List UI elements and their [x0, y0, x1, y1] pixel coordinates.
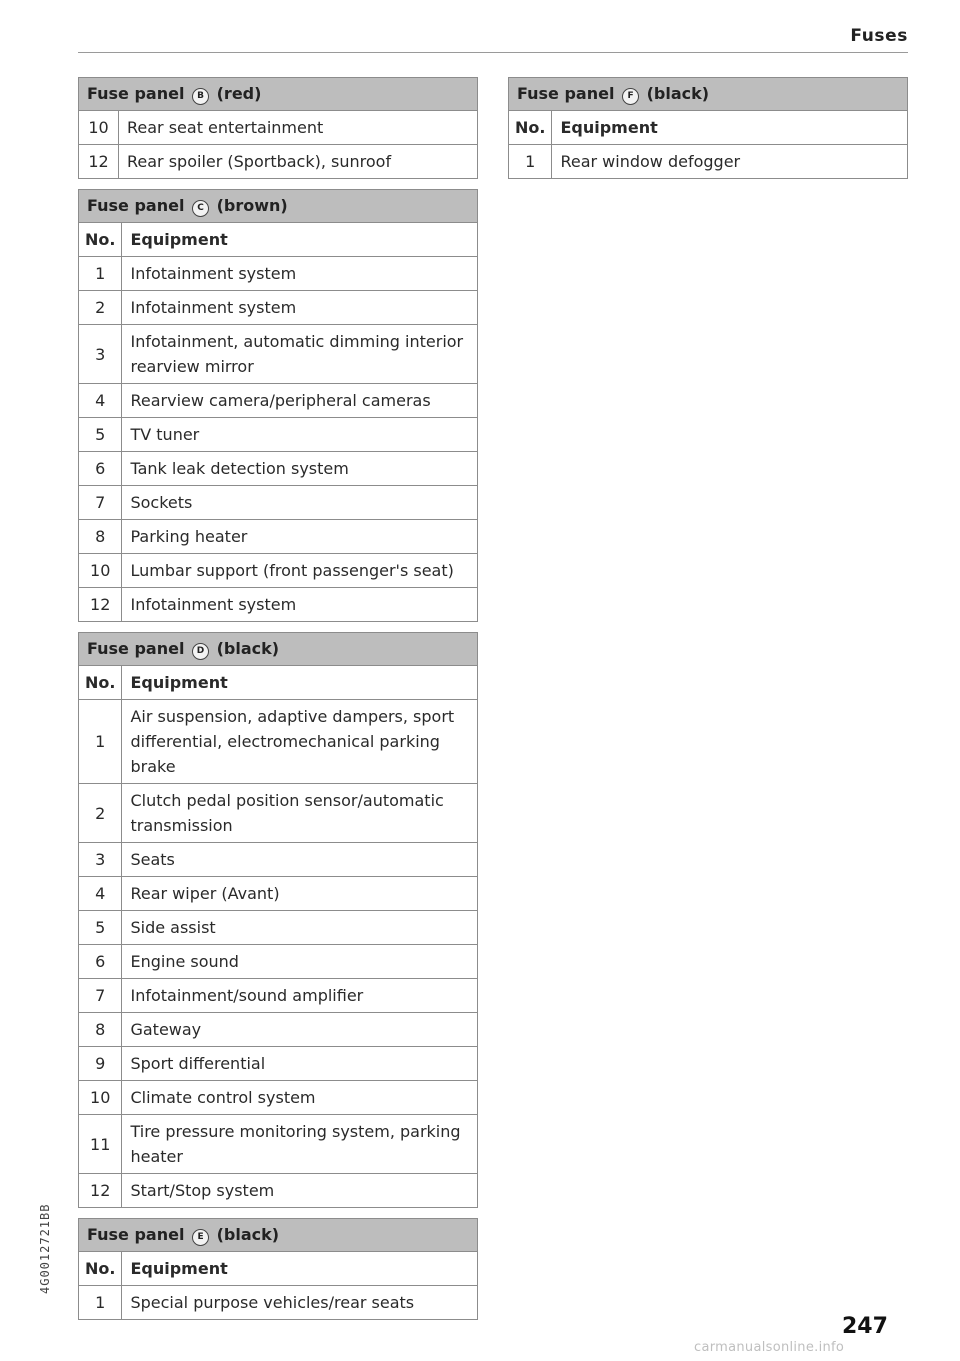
table-row [79, 911, 478, 945]
panel-color: (black) [216, 1224, 280, 1244]
table-row [79, 1286, 478, 1320]
watermark: carmanualsonline.info [694, 1340, 845, 1355]
fuse-number: 8 [79, 520, 122, 554]
table-row [79, 1047, 478, 1081]
section-title: Fuses [850, 26, 908, 46]
fuse-number: 5 [79, 418, 122, 452]
fuse-equipment: Sockets [122, 486, 478, 520]
fuse-equipment: Infotainment/sound amplifier [122, 979, 478, 1013]
table-row [79, 588, 478, 622]
table-row [79, 291, 478, 325]
fuse-equipment: Infotainment, automatic dimming interior rearview mirror [122, 325, 478, 384]
table-row [79, 418, 478, 452]
fuse-equipment: Engine sound [122, 945, 478, 979]
fuse-equipment: Rear wiper (Avant) [122, 877, 478, 911]
document-code: 4G0012721BB [38, 1203, 52, 1294]
fuse-equipment: Tire pressure monitoring system, parking heater [122, 1115, 478, 1174]
panel-letter-badge: E [192, 1229, 209, 1246]
col-no-header: No. [79, 1252, 122, 1286]
right-column [508, 77, 908, 189]
fuse-number: 10 [79, 554, 122, 588]
col-no-header: No. [79, 223, 122, 257]
panel-letter-badge: F [622, 88, 639, 105]
table-row [79, 111, 478, 145]
fuse-table-c [78, 189, 478, 622]
table-row [79, 700, 478, 784]
column-header-row [79, 666, 478, 700]
table-row [509, 145, 908, 179]
header-rule [78, 52, 908, 53]
panel-letter-badge: D [192, 643, 209, 660]
page-number: 247 [842, 1314, 888, 1339]
fuse-table-d [78, 632, 478, 1208]
fuse-equipment: Rear window defogger [552, 145, 908, 179]
table-row [79, 784, 478, 843]
panel-title: Fuse panel [517, 83, 615, 103]
col-equipment-header: Equipment [122, 1252, 478, 1286]
table-row [79, 979, 478, 1013]
fuse-number: 12 [79, 145, 119, 179]
panel-header-c [79, 190, 478, 223]
fuse-number: 10 [79, 1081, 122, 1115]
fuse-table-b [78, 77, 478, 179]
column-header-row [79, 1252, 478, 1286]
fuse-equipment: TV tuner [122, 418, 478, 452]
fuse-number: 1 [79, 1286, 122, 1320]
table-row [79, 452, 478, 486]
fuse-number: 1 [509, 145, 552, 179]
fuse-equipment: Start/Stop system [122, 1174, 478, 1208]
table-row [79, 1081, 478, 1115]
panel-title: Fuse panel [87, 1224, 185, 1244]
fuse-number: 10 [79, 111, 119, 145]
table-row [79, 877, 478, 911]
panel-title: Fuse panel [87, 638, 185, 658]
fuse-number: 11 [79, 1115, 122, 1174]
fuse-number: 6 [79, 945, 122, 979]
column-header-row [79, 223, 478, 257]
panel-color: (black) [646, 83, 710, 103]
fuse-number: 7 [79, 486, 122, 520]
col-equipment-header: Equipment [552, 111, 908, 145]
fuse-table-f [508, 77, 908, 179]
fuse-equipment: Infotainment system [122, 257, 478, 291]
panel-title: Fuse panel [87, 195, 185, 215]
col-equipment-header: Equipment [122, 666, 478, 700]
table-row [79, 384, 478, 418]
panel-letter-badge: B [192, 88, 209, 105]
table-row [79, 945, 478, 979]
fuse-equipment: Seats [122, 843, 478, 877]
panel-letter-badge: C [192, 200, 209, 217]
fuse-equipment: Gateway [122, 1013, 478, 1047]
fuse-equipment: Climate control system [122, 1081, 478, 1115]
col-equipment-header: Equipment [122, 223, 478, 257]
fuse-number: 3 [79, 843, 122, 877]
fuse-equipment: Rearview camera/peripheral cameras [122, 384, 478, 418]
fuse-number: 12 [79, 1174, 122, 1208]
fuse-number: 3 [79, 325, 122, 384]
panel-title: Fuse panel [87, 83, 185, 103]
fuse-number: 6 [79, 452, 122, 486]
table-row [79, 325, 478, 384]
panel-color: (red) [216, 83, 262, 103]
table-row [79, 1174, 478, 1208]
table-row [79, 257, 478, 291]
fuse-number: 4 [79, 877, 122, 911]
panel-color: (black) [216, 638, 280, 658]
panel-color: (brown) [216, 195, 288, 215]
table-row [79, 1115, 478, 1174]
fuse-equipment: Air suspension, adaptive dampers, sport differential, electromechanical parking brake [122, 700, 478, 784]
table-row [79, 520, 478, 554]
col-no-header: No. [509, 111, 552, 145]
fuse-equipment: Parking heater [122, 520, 478, 554]
left-column [78, 77, 478, 1330]
fuse-equipment: Rear seat entertainment [119, 111, 478, 145]
fuse-number: 1 [79, 257, 122, 291]
table-row [79, 486, 478, 520]
fuse-number: 7 [79, 979, 122, 1013]
panel-header-e [79, 1219, 478, 1252]
column-header-row [509, 111, 908, 145]
fuse-equipment: Infotainment system [122, 291, 478, 325]
fuse-equipment: Sport differential [122, 1047, 478, 1081]
fuse-number: 9 [79, 1047, 122, 1081]
table-row [79, 554, 478, 588]
fuse-number: 2 [79, 784, 122, 843]
fuse-equipment: Side assist [122, 911, 478, 945]
table-row [79, 843, 478, 877]
table-row [79, 1013, 478, 1047]
panel-header-d [79, 633, 478, 666]
fuse-number: 5 [79, 911, 122, 945]
fuse-number: 4 [79, 384, 122, 418]
fuse-table-e [78, 1218, 478, 1320]
fuse-equipment: Rear spoiler (Sportback), sunroof [119, 145, 478, 179]
fuse-equipment: Infotainment system [122, 588, 478, 622]
fuse-number: 12 [79, 588, 122, 622]
fuse-equipment: Lumbar support (front passenger's seat) [122, 554, 478, 588]
fuse-number: 8 [79, 1013, 122, 1047]
panel-header-f [509, 78, 908, 111]
fuse-equipment: Clutch pedal position sensor/automatic transmission [122, 784, 478, 843]
table-row [79, 145, 478, 179]
fuse-number: 2 [79, 291, 122, 325]
col-no-header: No. [79, 666, 122, 700]
fuse-equipment: Tank leak detection system [122, 452, 478, 486]
fuse-number: 1 [79, 700, 122, 784]
fuse-equipment: Special purpose vehicles/rear seats [122, 1286, 478, 1320]
panel-header-b [79, 78, 478, 111]
